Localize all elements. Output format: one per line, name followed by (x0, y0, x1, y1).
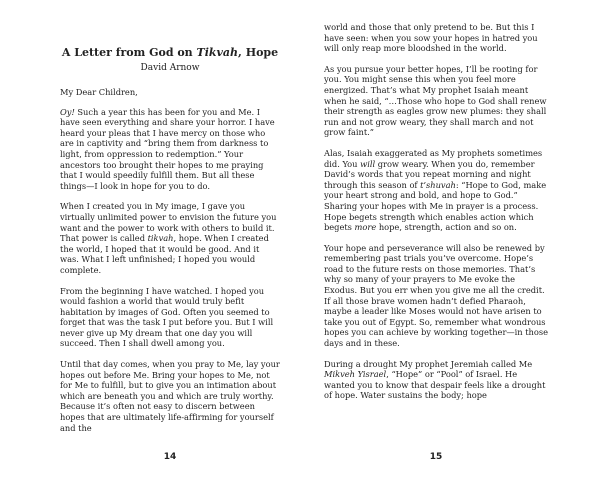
author-name: David Arnow (140, 63, 200, 73)
salutation: My Dear Children, (60, 87, 138, 97)
paragraph: world and those that only pretend to be. But this I have seen: when you sow your hopes in hatred you will only reap more bloodshed in the world. (324, 22, 538, 54)
paragraph: Alas, Isaiah exaggerated as My prophets sometimes did. You will grow weary. When you do, remember David’s words that you repeat morning and night through this season of t’shuvah: “Hope to God, make your heart strong and bold, and hope to God.” Sharing your hopes with Me in prayer is a process. Hope begets strength which enables action which begets more hope, strength, action and so on. (324, 147, 547, 233)
right-page (300, 0, 600, 480)
paragraph: Your hope and perseverance will also be renewed by remembering past trials you’ve overcome. Hope’s road to the future rests on those memories. That’s why so many of your prayers to Me evoke the Exodus. But you err when you give me all the credit. If all those brave women hadn’t defied Pharaoh, maybe a leader like Moses would not have arisen to take you out of Egypt. So, remember what wondrous hopes you can achieve by working together—in those days and in these. (324, 242, 548, 349)
paragraph: Oy! Such a year this has been for you and Me. I have seen everything and share your horror. I have heard your pleas that I have mercy on those who are in captivity and “bring them from darkness to light, from oppression to redemption.” Your ancestors too brought their hopes to me praying that I would speedily fulfill them. But all these things—I look in hope for you to do. (60, 106, 275, 191)
letter-title: A Letter from God on Tikvah, Hope (61, 46, 279, 59)
paragraph: As you pursue your better hopes, I’ll be rooting for you. You might sense this when you feel more energized. That’s what My prophet Isaiah meant when he said, “…Those who hope to God shall renew their strength as eagles grow new plumes: they shall run and not grow weary, they shall march and not grow faint.” (324, 63, 547, 138)
paragraph: Until that day comes, when you pray to Me, lay your hopes out before Me. Bring your hopes to Me, not for Me to fulfill, but to give you an intimation about which are beneath you and which are truly worthy. Because it’s often not easy to discern between hopes that are ultimately life-affirming for yourself and the (60, 359, 280, 433)
title-italic: Tikvah (196, 46, 239, 59)
page-number: 15 (429, 452, 443, 462)
paragraph: During a drought My prophet Jeremiah called Me Mikveh Yisrael, “Hope” or “Pool” of Israel. He wanted you to know that despair feels like a drought of hope. Water sustains the body; hope (324, 358, 546, 401)
page-number: 14 (163, 452, 177, 462)
paragraph: When I created you in My image, I gave you virtually unlimited power to envision the future you want and the power to work with others to build it. That power is called tikvah, hope. When I created the world, I hoped that it would be good. And it was. What I left unfinished; I hoped you would complete. (60, 201, 277, 275)
paragraph: From the beginning I have watched. I hoped you would fashion a world that would truly befit habitation by images of God. Often you seemed to forget that was the task I put before you. But I will never give up My dream that one day you will succeed. Then I shall dwell among you. (60, 285, 274, 349)
